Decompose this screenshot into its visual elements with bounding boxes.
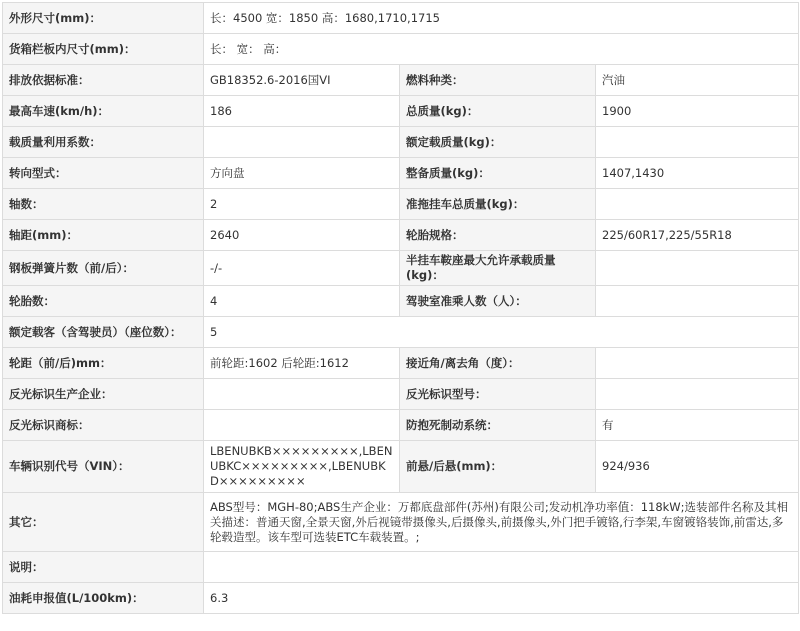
- value-rated-load: [596, 127, 799, 158]
- value-other: ABS型号：MGH-80;ABS生产企业：万都底盘部件(苏州)有限公司;发动机净功率值：118kW;选装部件名称及其相关描述：普通天窗,全景天窗,外后视镜带摄像头,后摄像头,前摄像头,外门把手镀铬,行李架,车窗镀铬装饰,前雷达,多轮毂造型。该车型可选装ETC车载装置。;: [204, 493, 799, 552]
- label-tire-count: 轮胎数：: [3, 286, 204, 317]
- value-tire-spec: 225/60R17,225/55R18: [596, 220, 799, 251]
- label-tire-spec: 轮胎规格：: [400, 220, 596, 251]
- value-saddle-load: [596, 251, 799, 286]
- label-approach-departure: 接近角/离去角（度）：: [400, 348, 596, 379]
- label-steering-type: 转向型式：: [3, 158, 204, 189]
- value-leaf-springs: -/-: [204, 251, 400, 286]
- spec-row-seats: [3, 317, 799, 348]
- spec-row-fuel-consumption: [3, 583, 799, 614]
- spec-row-speed: [3, 96, 799, 127]
- label-axle-count: 轴数：: [3, 189, 204, 220]
- spec-row-reflector-brand: [3, 410, 799, 441]
- value-rated-seats: 5: [204, 317, 799, 348]
- value-emission-standard: GB18352.6-2016国VI: [204, 65, 400, 96]
- value-vin: LBENUBKB×××××××××,LBENUBKC×××××××××,LBENUBKD×××××××××: [204, 441, 400, 493]
- value-fuel-type: 汽油: [596, 65, 799, 96]
- label-rated-seats: 额定载客（含驾驶员）（座位数）：: [3, 317, 204, 348]
- label-reflector-model: 反光标识型号：: [400, 379, 596, 410]
- spec-row-wheelbase: [3, 220, 799, 251]
- label-fuel-consumption: 油耗申报值(L/100km)：: [3, 583, 204, 614]
- label-fuel-type: 燃料种类：: [400, 65, 596, 96]
- value-overall-dimensions: 长：4500 宽：1850 高：1680,1710,1715: [204, 3, 799, 34]
- value-approach-departure: [596, 348, 799, 379]
- vehicle-spec-table: [2, 2, 799, 614]
- value-steering-type: 方向盘: [204, 158, 400, 189]
- spec-row-dimensions: [3, 3, 799, 34]
- label-cargo-box-dimensions: 货箱栏板内尺寸(mm)：: [3, 34, 204, 65]
- spec-row-cargo-box: [3, 34, 799, 65]
- spec-row-reflector-maker: [3, 379, 799, 410]
- label-saddle-load: 半挂车鞍座最大允许承载质量(kg)：: [400, 251, 596, 286]
- value-overhang: 924/936: [596, 441, 799, 493]
- label-emission-standard: 排放依据标准：: [3, 65, 204, 96]
- value-reflector-model: [596, 379, 799, 410]
- value-wheelbase: 2640: [204, 220, 400, 251]
- value-reflector-maker: [204, 379, 400, 410]
- value-fuel-consumption: 6.3: [204, 583, 799, 614]
- spec-row-steering: [3, 158, 799, 189]
- label-load-utilization: 载质量利用系数：: [3, 127, 204, 158]
- label-track-width: 轮距（前/后)mm：: [3, 348, 204, 379]
- label-overhang: 前悬/后悬(mm)：: [400, 441, 596, 493]
- spec-row-emission: [3, 65, 799, 96]
- label-leaf-springs: 钢板弹簧片数（前/后）：: [3, 251, 204, 286]
- value-curb-mass: 1407,1430: [596, 158, 799, 189]
- value-abs: 有: [596, 410, 799, 441]
- label-rated-load: 额定载质量(kg)：: [400, 127, 596, 158]
- value-load-utilization: [204, 127, 400, 158]
- label-abs: 防抱死制动系统：: [400, 410, 596, 441]
- spec-row-notes: [3, 552, 799, 583]
- label-reflector-brand: 反光标识商标：: [3, 410, 204, 441]
- label-vin: 车辆识别代号（VIN）：: [3, 441, 204, 493]
- value-axle-count: 2: [204, 189, 400, 220]
- value-trailer-mass: [596, 189, 799, 220]
- label-max-speed: 最高车速(km/h)：: [3, 96, 204, 127]
- value-reflector-brand: [204, 410, 400, 441]
- label-wheelbase: 轴距(mm)：: [3, 220, 204, 251]
- value-cab-capacity: [596, 286, 799, 317]
- label-cab-capacity: 驾驶室准乘人数（人）：: [400, 286, 596, 317]
- value-tire-count: 4: [204, 286, 400, 317]
- value-max-speed: 186: [204, 96, 400, 127]
- spec-row-tires: [3, 286, 799, 317]
- label-curb-mass: 整备质量(kg)：: [400, 158, 596, 189]
- spec-row-vin: [3, 441, 799, 493]
- label-overall-dimensions: 外形尺寸(mm)：: [3, 3, 204, 34]
- spec-row-axles: [3, 189, 799, 220]
- spec-row-other: [3, 493, 799, 552]
- value-gross-mass: 1900: [596, 96, 799, 127]
- spec-row-track: [3, 348, 799, 379]
- value-track-width: 前轮距:1602 后轮距:1612: [204, 348, 400, 379]
- spec-row-springs: [3, 251, 799, 286]
- value-cargo-box-dimensions: 长： 宽： 高：: [204, 34, 799, 65]
- label-other: 其它：: [3, 493, 204, 552]
- label-reflector-maker: 反光标识生产企业：: [3, 379, 204, 410]
- label-trailer-mass: 准拖挂车总质量(kg)：: [400, 189, 596, 220]
- label-gross-mass: 总质量(kg)：: [400, 96, 596, 127]
- label-notes: 说明：: [3, 552, 204, 583]
- spec-row-load: [3, 127, 799, 158]
- value-notes: [204, 552, 799, 583]
